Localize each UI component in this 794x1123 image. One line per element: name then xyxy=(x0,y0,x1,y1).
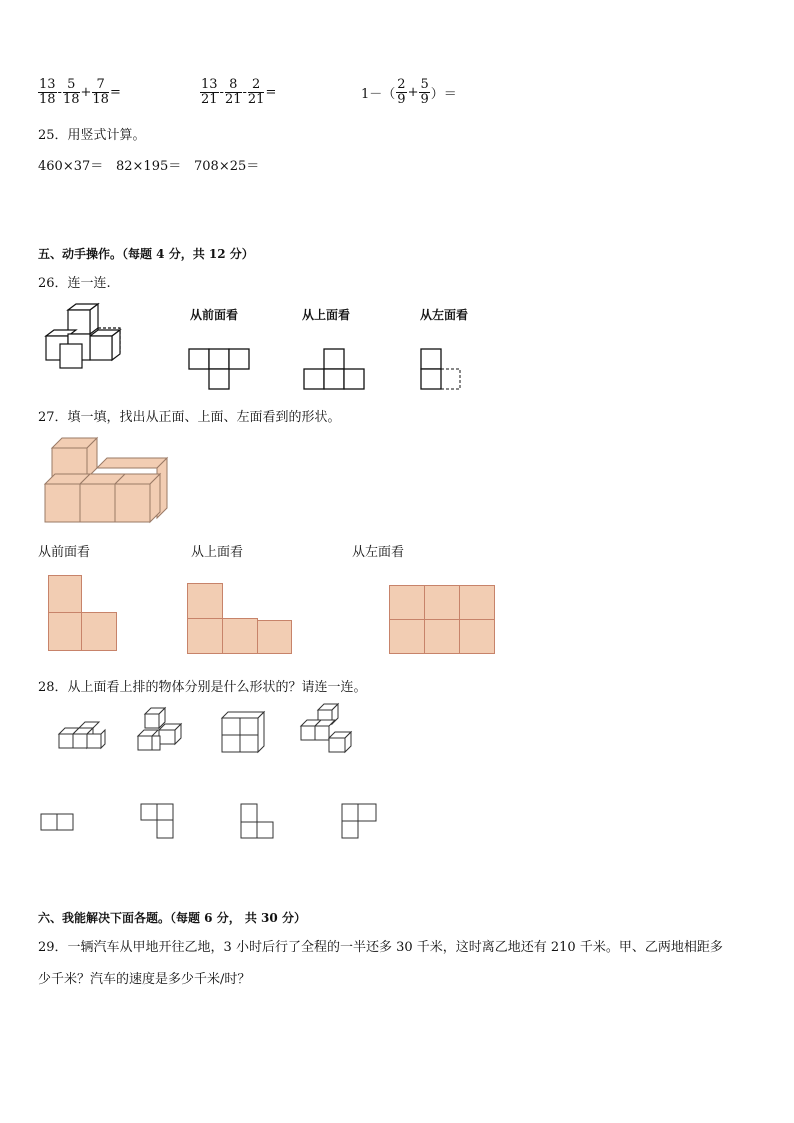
q26-view-front xyxy=(188,348,252,392)
q26-view-top xyxy=(303,348,369,392)
question-26-title: 26．连一连. xyxy=(38,276,111,291)
question-28-title: 28．从上面看上排的物体分别是什么形状的？请连一连。 xyxy=(38,680,367,695)
q27-view-left xyxy=(389,585,499,657)
q27-view-front xyxy=(48,575,120,655)
question-29-line-2: 少千米？汽车的速度是多少千米/时？ xyxy=(38,972,251,987)
numerator: 13 xyxy=(39,77,56,92)
operator: + xyxy=(407,85,419,101)
q27-label-left: 从左面看 xyxy=(352,545,405,560)
denominator: 21 xyxy=(201,92,218,108)
fraction xyxy=(63,78,80,108)
q26-label-left: 从左面看 xyxy=(420,308,469,322)
q27-view-top xyxy=(187,583,297,657)
q28-shape-1 xyxy=(40,812,78,834)
denominator: 9 xyxy=(420,92,429,108)
fraction-expression-1 xyxy=(38,78,122,108)
section-5-title: 五、动手操作。（每题 4 分，共 12 分） xyxy=(38,247,254,261)
q25-item-3: 708×25＝ xyxy=(194,159,260,174)
denominator: 21 xyxy=(247,92,265,108)
operator: - xyxy=(219,85,224,101)
q28-object-1 xyxy=(58,718,106,756)
q26-label-front: 从前面看 xyxy=(190,308,239,322)
q26-label-top: 从上面看 xyxy=(302,308,351,322)
q28-shape-3 xyxy=(240,803,280,843)
numerator: 7 xyxy=(92,78,109,93)
fraction-expression-2 xyxy=(200,78,277,108)
q26-view-left xyxy=(420,348,466,392)
operator: - xyxy=(57,85,62,101)
q27-label-front: 从前面看 xyxy=(38,545,91,560)
q28-object-3 xyxy=(221,710,269,754)
fraction xyxy=(396,78,406,108)
numerator: 2 xyxy=(248,78,265,93)
operator: - xyxy=(242,85,247,101)
equals-sign: = xyxy=(265,85,277,101)
fraction xyxy=(225,78,242,108)
denominator: 9 xyxy=(397,92,406,108)
denominator: 21 xyxy=(224,92,242,108)
numerator: 8 xyxy=(225,78,242,93)
section-6-title: 六、我能解决下面各题。（每题 6 分， 共 30 分） xyxy=(38,911,306,925)
question-27-title: 27．填一填，找出从正面、上面、左面看到的形状。 xyxy=(38,410,341,425)
fraction xyxy=(92,78,109,108)
numerator: 13 xyxy=(201,77,218,92)
fraction-expression-3 xyxy=(360,78,458,108)
fraction xyxy=(200,78,219,108)
fraction xyxy=(38,78,57,108)
q28-shape-2 xyxy=(140,803,180,843)
operator: + xyxy=(80,85,92,101)
q28-object-2 xyxy=(137,706,189,758)
q27-cube-figure xyxy=(42,436,172,526)
expression-prefix: 1－（ xyxy=(361,87,396,103)
expression-suffix: ）＝ xyxy=(430,87,457,103)
q25-item-2: 82×195＝ xyxy=(116,159,182,174)
numerator: 5 xyxy=(63,78,80,93)
numerator: 5 xyxy=(420,77,429,92)
q25-item-1: 460×37＝ xyxy=(38,159,104,174)
q26-cube-figure xyxy=(38,300,138,375)
question-29-line-1: 29．一辆汽车从甲地开往乙地，3 小时后行了全程的一半还多 30 千米，这时离乙地还有 210 千米。甲、乙两地相距多 xyxy=(38,940,723,955)
q28-shape-4 xyxy=(341,803,381,843)
denominator: 18 xyxy=(39,92,56,108)
q28-object-4 xyxy=(300,702,356,758)
denominator: 18 xyxy=(92,92,109,108)
fraction xyxy=(419,78,429,108)
question-25-title: 25．用竖式计算。 xyxy=(38,128,146,143)
fraction xyxy=(248,78,265,108)
denominator: 18 xyxy=(62,92,80,108)
numerator: 2 xyxy=(397,77,406,92)
equals-sign: = xyxy=(109,85,121,101)
q27-label-top: 从上面看 xyxy=(191,545,244,560)
